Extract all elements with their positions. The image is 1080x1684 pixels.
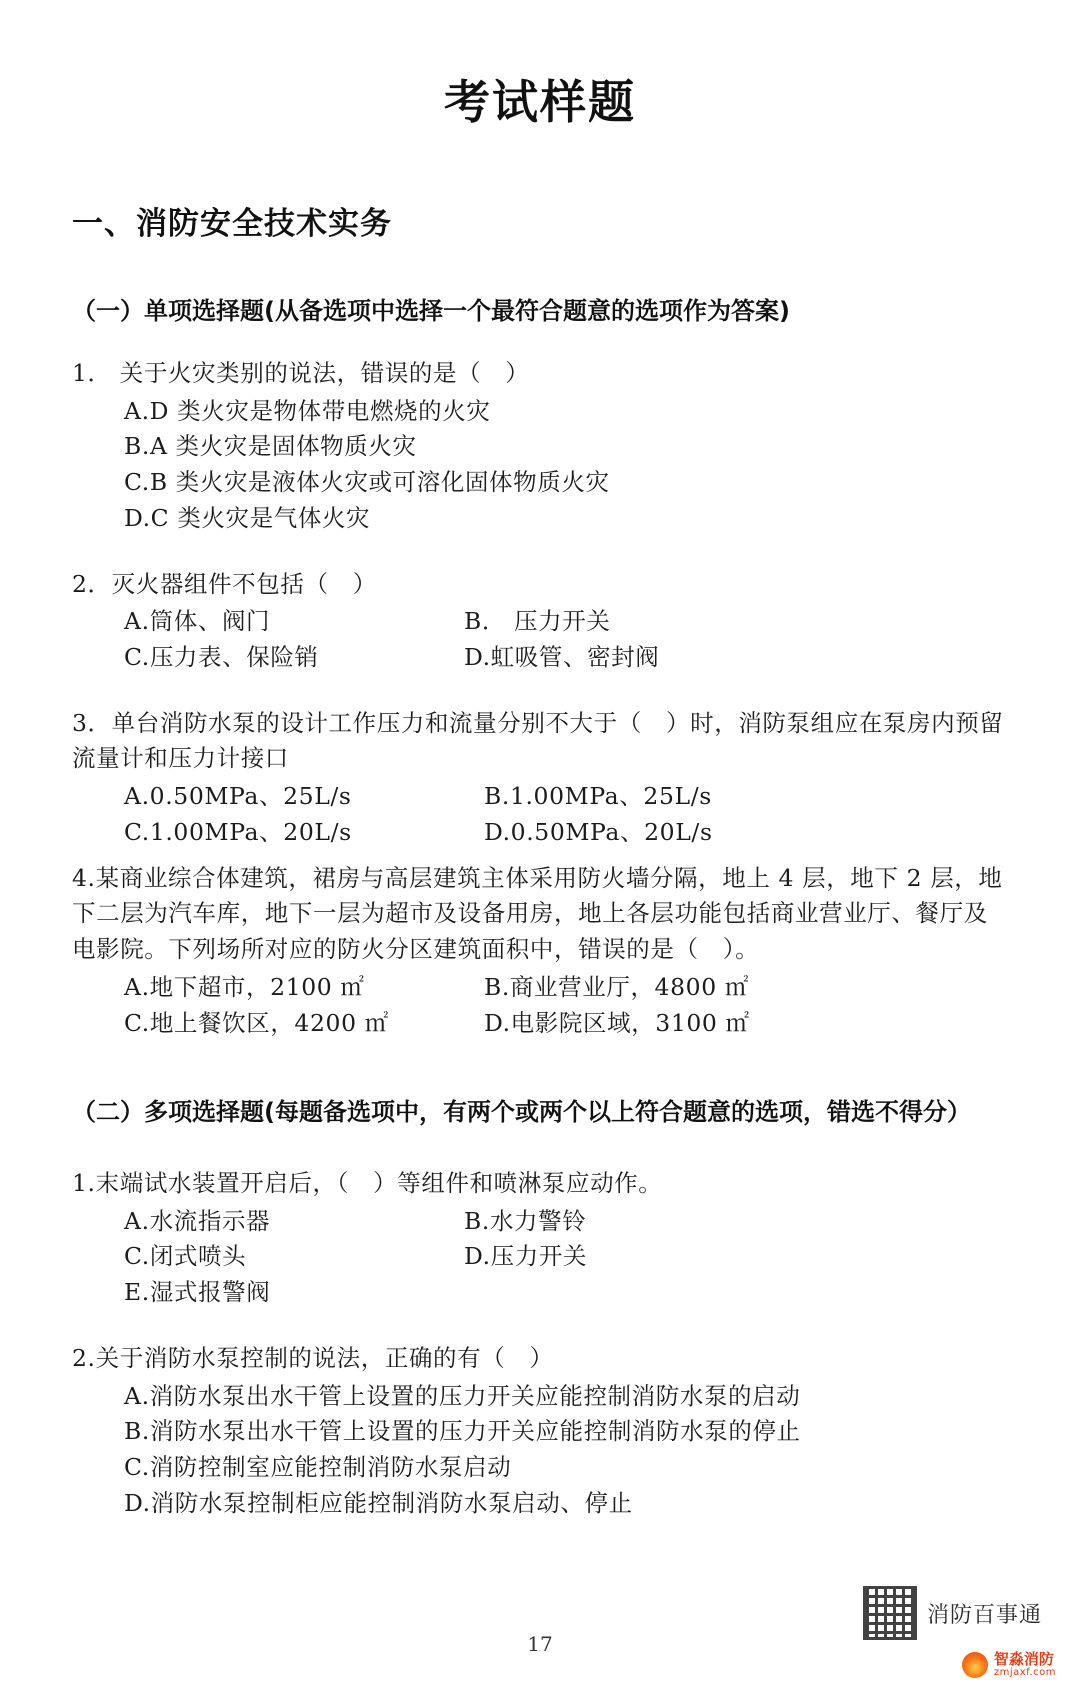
option-item: D.0.50MPa、20L/s — [484, 817, 713, 846]
option-row — [124, 1204, 1008, 1240]
option-row — [124, 970, 1008, 1006]
qr-code-icon — [863, 1586, 917, 1640]
option-item: A.消防水泵出水干管上设置的压力开关应能控制消防水泵的启动 — [124, 1381, 801, 1410]
question-block — [72, 1166, 1008, 1311]
option-item: A.0.50MPa、25L/s — [124, 782, 352, 811]
option-list — [72, 779, 1008, 850]
subsection-heading-multi-choice: （二）多项选择题(每题备选项中，有两个或两个以上符合题意的选项，错选不得分） — [72, 1098, 971, 1127]
watermark-account — [863, 1586, 1042, 1640]
option-list — [72, 394, 1008, 537]
option-list — [72, 1204, 1008, 1311]
option-item: A.水流指示器 — [124, 1206, 271, 1235]
option-item: A.D 类火灾是物体带电燃烧的火灾 — [124, 396, 491, 425]
option-item: C.消防控制室应能控制消防水泵启动 — [124, 1453, 512, 1482]
option-row — [124, 604, 1008, 640]
question-stem: 4.某商业综合体建筑，裙房与高层建筑主体采用防火墙分隔，地上 4 层，地下 2 层，地下二层为汽车库，地下一层为超市及设备用房，地上各层功能包括商业营业厅、餐厅及电影院。下列场所对应的防火分区建筑面积中，错误的是（ ）。 — [72, 863, 1003, 964]
option-list — [72, 604, 1008, 675]
watermark-brand — [993, 1649, 1056, 1678]
option-list — [72, 1379, 1008, 1522]
page-number: 17 — [527, 1632, 553, 1656]
option-item: B.1.00MPa、25L/s — [484, 782, 712, 811]
option-item: B.消防水泵出水干管上设置的压力开关应能控制消防水泵的停止 — [124, 1417, 801, 1446]
option-item — [464, 1275, 1008, 1311]
question-block — [72, 861, 1008, 1042]
page-title: 考试样题 — [444, 75, 636, 129]
option-item: D.C 类火灾是气体火灾 — [124, 503, 371, 532]
question-stem: 3．单台消防水泵的设计工作压力和流量分别不大于（ ）时，消防泵组应在泵房内预留流量计和压力计接口 — [72, 708, 1004, 773]
option-row — [124, 779, 1008, 815]
question-block — [72, 1341, 1008, 1522]
question-block — [72, 706, 1008, 851]
option-row — [124, 640, 1008, 676]
question-stem: 2．灭火器组件不包括（ ） — [72, 569, 377, 598]
watermark-account-name: 消防百事通 — [926, 1602, 1042, 1628]
option-item: C.闭式喷头 — [124, 1242, 247, 1271]
subsection-heading-single-choice: （一）单项选择题(从备选项中选择一个最符合题意的选项作为答案) — [72, 297, 790, 325]
option-item: C.1.00MPa、20L/s — [124, 817, 352, 846]
question-stem: 1.末端试水装置开启后，（ ）等组件和喷淋泵应动作。 — [72, 1169, 663, 1198]
option-item: B． 压力开关 — [464, 607, 611, 636]
watermark-brand-url: zmjaxf.com — [993, 1666, 1056, 1678]
question-stem: 1． 关于火灾类别的说法，错误的是（ ） — [72, 359, 530, 387]
option-item: E.湿式报警阀 — [124, 1278, 271, 1307]
question-block — [72, 356, 1008, 537]
watermark-brand-name: 智淼消防 — [993, 1649, 1054, 1668]
option-item: D.压力开关 — [464, 1242, 588, 1271]
option-item: B.水力警铃 — [464, 1206, 587, 1235]
section-heading-1: 一、消防安全技术实务 — [72, 206, 392, 242]
option-row — [124, 1275, 1008, 1311]
question-block — [72, 567, 1008, 676]
option-item: C.地上餐饮区，4200 ㎡ — [124, 1008, 389, 1037]
option-item: D.虹吸管、密封阀 — [464, 643, 660, 672]
option-row — [124, 815, 1008, 851]
option-item: B.商业营业厅，4800 ㎡ — [484, 972, 749, 1001]
option-item: C.压力表、保险销 — [124, 643, 319, 672]
option-row — [124, 1239, 1008, 1275]
option-row — [124, 1006, 1008, 1042]
option-item: A.地下超市，2100 ㎡ — [124, 972, 365, 1001]
option-item: A.筒体、阀门 — [124, 607, 271, 636]
watermark-logo — [962, 1649, 1056, 1678]
question-stem: 2.关于消防水泵控制的说法，正确的有（ ） — [72, 1343, 554, 1372]
option-item: C.B 类火灾是液体火灾或可溶化固体物质火灾 — [124, 468, 610, 497]
option-list — [72, 970, 1008, 1041]
option-item: D.电影院区域，3100 ㎡ — [484, 1008, 750, 1037]
option-item: B.A 类火灾是固体物质火灾 — [124, 432, 417, 461]
flame-icon — [962, 1652, 988, 1678]
option-item: D.消防水泵控制柜应能控制消防水泵启动、停止 — [124, 1488, 633, 1517]
